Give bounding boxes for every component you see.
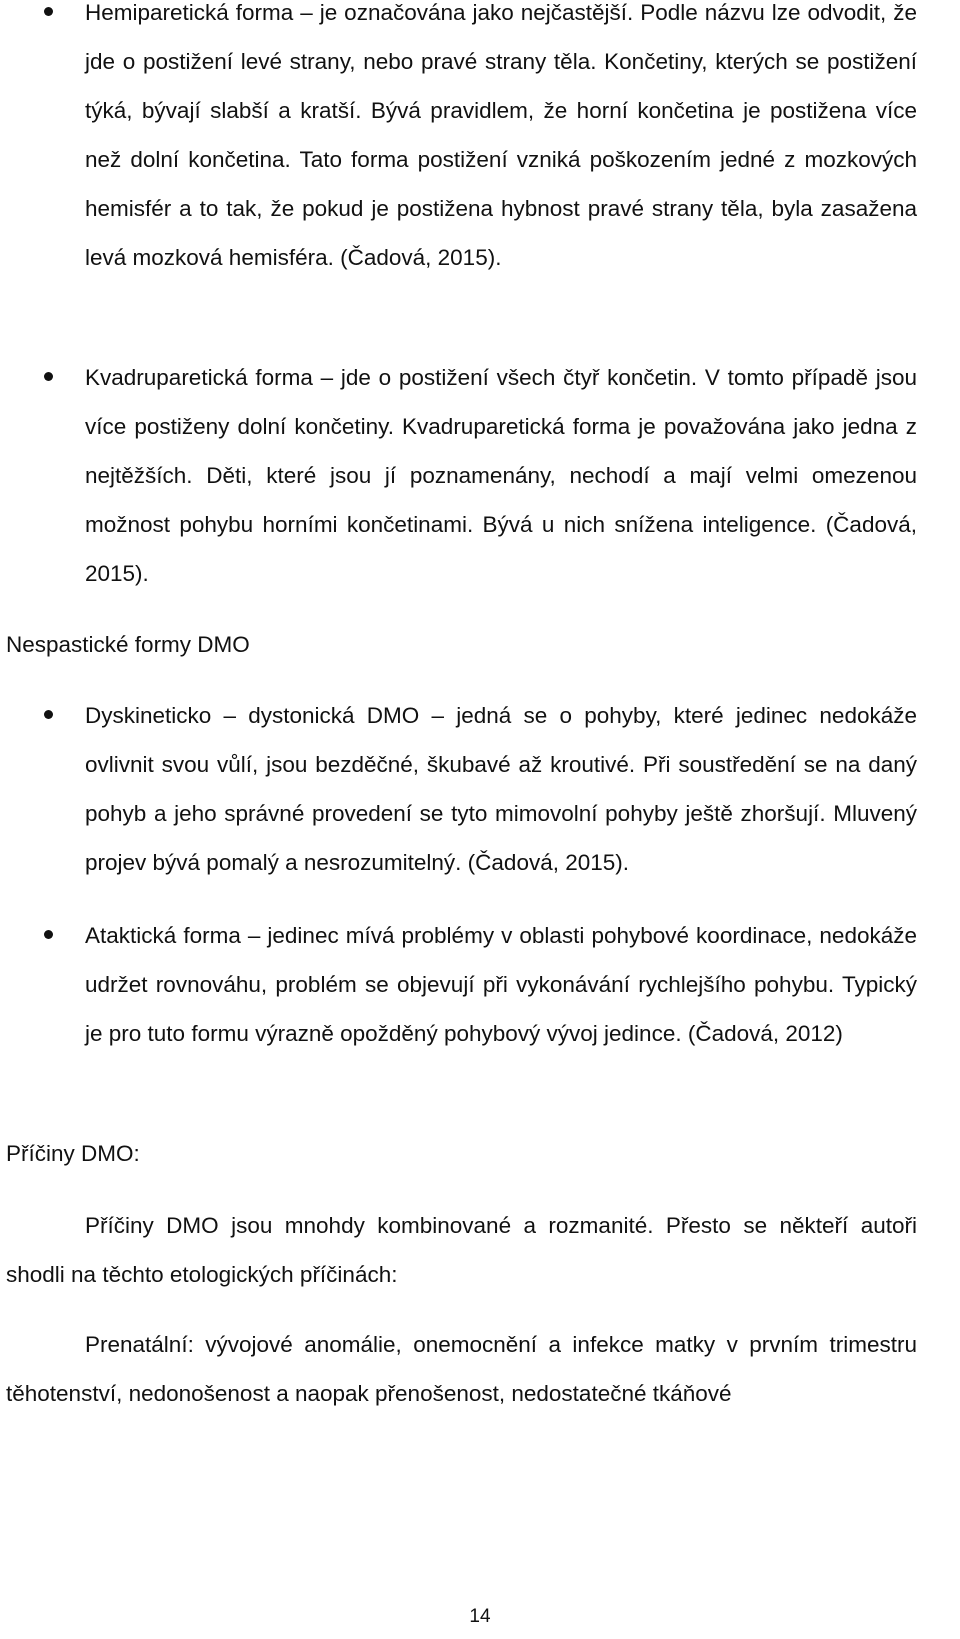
section-heading-causes: Příčiny DMO:: [6, 1141, 140, 1166]
bullet-text: Hemiparetická forma – je označována jako nejčastější. Podle názvu lze odvodit, že jde o postižení levé strany, nebo pravé strany těla. Končetiny, kterých se postižení týká, bývají slabší a kratší. Bývá pravidlem, že horní končetina je postižena více než dolní končetina. Tato forma postižení vzniká poškozením jedné z mozkových hemisfér a to tak, že pokud je postižena hybnost pravé strany těla, byla zasažena levá mozková hemisféra. (Čadová, 2015).: [85, 0, 917, 270]
section-heading-nonspastic: Nespastické formy DMO: [6, 632, 250, 657]
paragraph-causes: Příčiny DMO jsou mnohdy kombinované a rozmanité. Přesto se někteří autoři shodli na těchto etologických příčinách:: [6, 1213, 917, 1287]
paragraph-prenatal: Prenatální: vývojové anomálie, onemocnění a infekce matky v prvním trimestru těhotenství, nedonošenost a naopak přenošenost, nedostatečné tkáňové: [6, 1332, 917, 1406]
bullet-icon: [44, 930, 53, 939]
page-number: 14: [469, 1606, 491, 1627]
bullet-item-hemiparetic: [85, 0, 917, 282]
bullet-icon: [44, 372, 53, 381]
bullet-text: Dyskineticko – dystonická DMO – jedná se o pohyby, které jedinec nedokáže ovlivnit svou vůlí, jsou bezděčné, škubavé až kroutivé. Při soustředění se na daný pohyb a jeho správné provedení se tyto mimovolní pohyby ještě zhoršují. Mluvený projev bývá pomalý a nesrozumitelný. (Čadová, 2015).: [85, 703, 917, 875]
bullet-text: Ataktická forma – jedinec mívá problémy v oblasti pohybové koordinace, nedokáže udržet rovnováhu, problém se objevují při vykonávání rychlejšího pohybu. Typický je pro tuto formu výrazně opožděný pohybový vývoj jedince. (Čadová, 2012): [85, 923, 917, 1046]
bullet-icon: [44, 710, 53, 719]
bullet-item-quadriparetic: [85, 353, 917, 598]
bullet-text: Kvadruparetická forma – jde o postižení všech čtyř končetin. V tomto případě jsou více postiženy dolní končetiny. Kvadruparetická forma je považována jako jedna z nejtěžších. Děti, které jsou jí poznamenány, nechodí a mají velmi omezenou možnost pohybu horními končetinami. Bývá u nich snížena inteligence. (Čadová, 2015).: [85, 365, 917, 586]
bullet-item-dyskinetic: [85, 691, 917, 887]
bullet-item-ataxic: [85, 911, 917, 1058]
bullet-icon: [44, 7, 53, 16]
